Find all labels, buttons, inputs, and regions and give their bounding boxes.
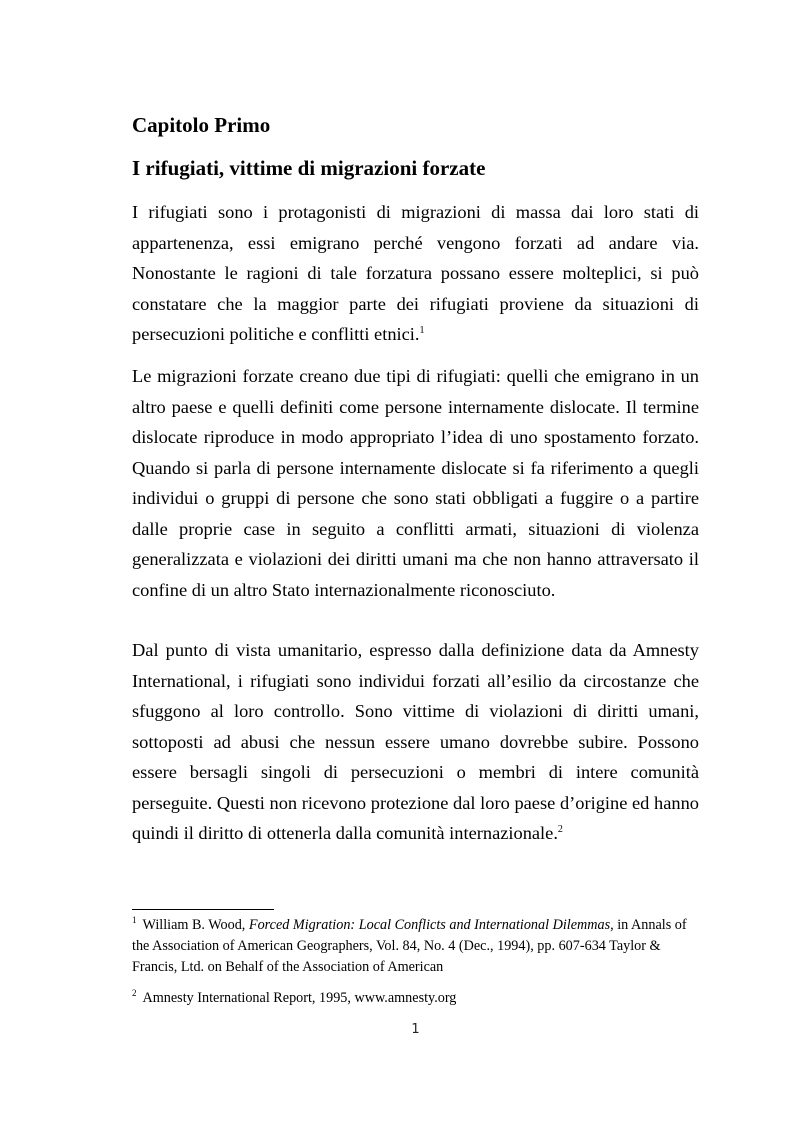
paragraph-text: I rifugiati sono i protagonisti di migrazioni di massa dai loro stati di appartenenza, essi emigrano perché vengono forzati ad andare via. Nonostante le ragioni di tale forzatura possano essere molteplici, si può constatare che la maggior parte dei rifugiati proviene da situazioni di persecuzioni politiche e conflitti etnici. — [132, 202, 699, 344]
footnote-author: William B. Wood, — [142, 917, 246, 933]
footnote-mark: 2 — [132, 988, 137, 999]
paragraph — [132, 361, 699, 605]
footnote — [132, 988, 699, 1009]
section-title: I rifugiati, vittime di migrazioni forzate — [132, 156, 486, 180]
paragraph-text: Le migrazioni forzate creano due tipi di rifugiati: quelli che emigrano in un altro paese e quelli definiti come persone internamente dislocate. Il termine dislocate riproduce in modo appropriato l’idea di uno spostamento forzato. Quando si parla di persone internamente dislocate si fa riferimento a quegli individui o gruppi di persone che sono stati obbligati a fuggire o a partire dalle proprie case in seguito a conflitti armati, situazioni di violenza generalizzata e violazioni dei diritti umani ma che non hanno attraversato il confine di un altro Stato internazionalmente riconosciuto. — [132, 366, 699, 600]
paragraph-text: Dal punto di vista umanitario, espresso dalla definizione data da Amnesty International, i rifugiati sono individui forzati all’esilio da circostanze che sfuggono al loro controllo. Sono vittime di violazioni di diritti umani, sottoposti ad abusi che nessun essere umano dovrebbe subire. Possono essere bersagli singoli di persecuzioni o membri di intere comunità perseguite. Questi non ricevono protezione dal loro paese d’origine ed hanno quindi il diritto di ottenerla dalla comunità internazionale. — [132, 640, 699, 843]
paragraph — [132, 197, 699, 350]
footnote-reference: 1 — [419, 324, 425, 336]
footnote-text: in Annals of the Association of American Geographers, Vol. 84, No. 4 (Dec., 1994), pp. 607-634 Taylor & Francis, Ltd. on Behalf of the Association of American — [132, 917, 687, 975]
footnote — [132, 915, 699, 978]
chapter-heading: Capitolo Primo — [132, 113, 271, 137]
footnote-mark: 1 — [132, 915, 137, 926]
paragraph — [132, 635, 699, 849]
footnote-title: Forced Migration: Local Conflicts and International Dilemmas, — [248, 917, 614, 933]
page-number: 1 — [411, 1022, 420, 1037]
footnote-reference: 2 — [557, 823, 563, 835]
footnote-text: Amnesty International Report, 1995, www.amnesty.org — [142, 990, 457, 1006]
footnote-separator — [132, 909, 274, 910]
